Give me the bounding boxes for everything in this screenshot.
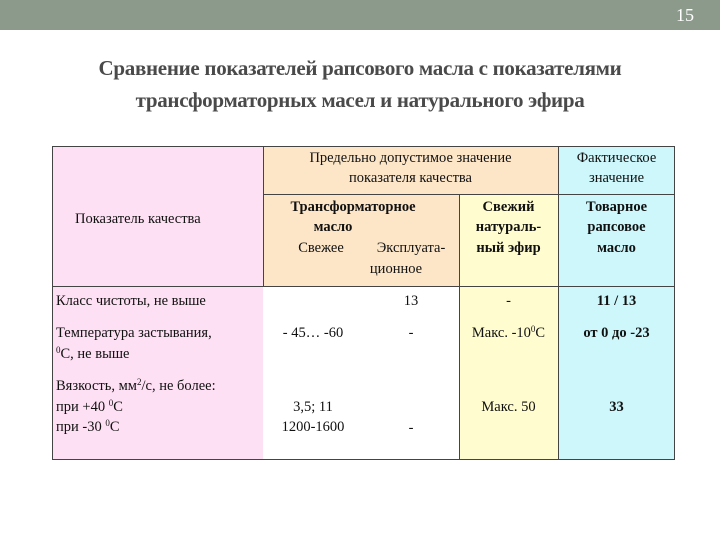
header-commercial-line1: Товарное — [585, 199, 648, 215]
row3-fresh-line2: 1200-1600 — [281, 419, 345, 435]
row1-operational: 13 — [403, 293, 419, 309]
row2-actual: от 0 до -23 — [583, 325, 650, 341]
row3-name-line1-suffix: /с, не более: — [141, 378, 216, 394]
row3-name-line3-sup: 0 — [105, 418, 110, 428]
header-limit-line2: показателя качества — [349, 170, 472, 186]
row3-name-line2-sup: 0 — [108, 398, 114, 408]
header-ester-line3: ный эфир — [476, 240, 541, 256]
row3-name-line3 — [56, 419, 120, 436]
grid-line — [263, 146, 264, 286]
row3-name-line1 — [56, 378, 216, 395]
row3-name-line2-prefix: при +40 — [56, 399, 109, 415]
row1-actual: 11 / 13 — [596, 293, 637, 309]
row2-name-sup: 0 — [56, 345, 61, 355]
row3-name-line2 — [56, 399, 123, 416]
header-ester-line2: натураль- — [475, 219, 542, 235]
row1-ester: - — [506, 293, 511, 309]
header-operational-line1: Эксплуата- — [376, 240, 446, 256]
row2-operational: - — [408, 325, 414, 341]
row3-operational: - — [408, 420, 414, 436]
top-bar — [0, 0, 720, 30]
header-actual-line2: значение — [588, 170, 645, 186]
row3-ester: Макс. 50 — [481, 399, 536, 415]
header-commercial-line3: масло — [597, 240, 636, 256]
slide-title — [20, 52, 700, 116]
row3-name-line3-suffix: С — [109, 419, 120, 435]
header-transformer-line2: масло — [313, 219, 353, 235]
slide-number: 15 — [676, 5, 694, 25]
row2-ester — [459, 325, 558, 342]
row2-ester-prefix: Макс. -10 — [471, 325, 531, 341]
header-limit-line1: Предельно допустимое значение — [309, 150, 512, 166]
header-transformer-line1: Трансформаторное — [290, 199, 416, 215]
row3-name-line1-sup: 2 — [136, 377, 142, 387]
header-ester-line1: Свежий — [482, 199, 535, 215]
header-fresh: Свежее — [298, 240, 344, 256]
header-indicator: Показатель качества — [75, 211, 201, 227]
title-line-1: Сравнение показателей рапсового масла с показателями — [98, 56, 622, 80]
row3-actual: 33 — [609, 399, 624, 415]
header-operational-line2: ционное — [369, 261, 423, 277]
header-actual-line1: Фактическое — [576, 150, 657, 166]
header-commercial-line2: рапсовое — [587, 219, 646, 235]
grid-line — [263, 194, 675, 195]
row3-fresh-line1: 3,5; 11 — [293, 399, 333, 415]
row2-ester-sup: 0 — [530, 324, 536, 334]
row2-ester-suffix: С — [535, 325, 546, 341]
row3-name-line3-prefix: при -30 — [56, 419, 106, 435]
row2-name-line2 — [56, 346, 129, 363]
row2-name-line2-text: С, не выше — [60, 346, 130, 362]
row2-name-line1: Температура застывания, — [56, 325, 212, 341]
title-line-2: трансформаторных масел и натурального эфира — [135, 88, 585, 112]
row3-name-line1-prefix: Вязкость, мм — [56, 378, 137, 394]
grid-line — [52, 286, 675, 287]
row1-name: Класс чистоты, не выше — [56, 293, 206, 309]
row2-fresh: - 45… -60 — [282, 325, 344, 341]
row3-name-line2-suffix: С — [113, 399, 123, 415]
